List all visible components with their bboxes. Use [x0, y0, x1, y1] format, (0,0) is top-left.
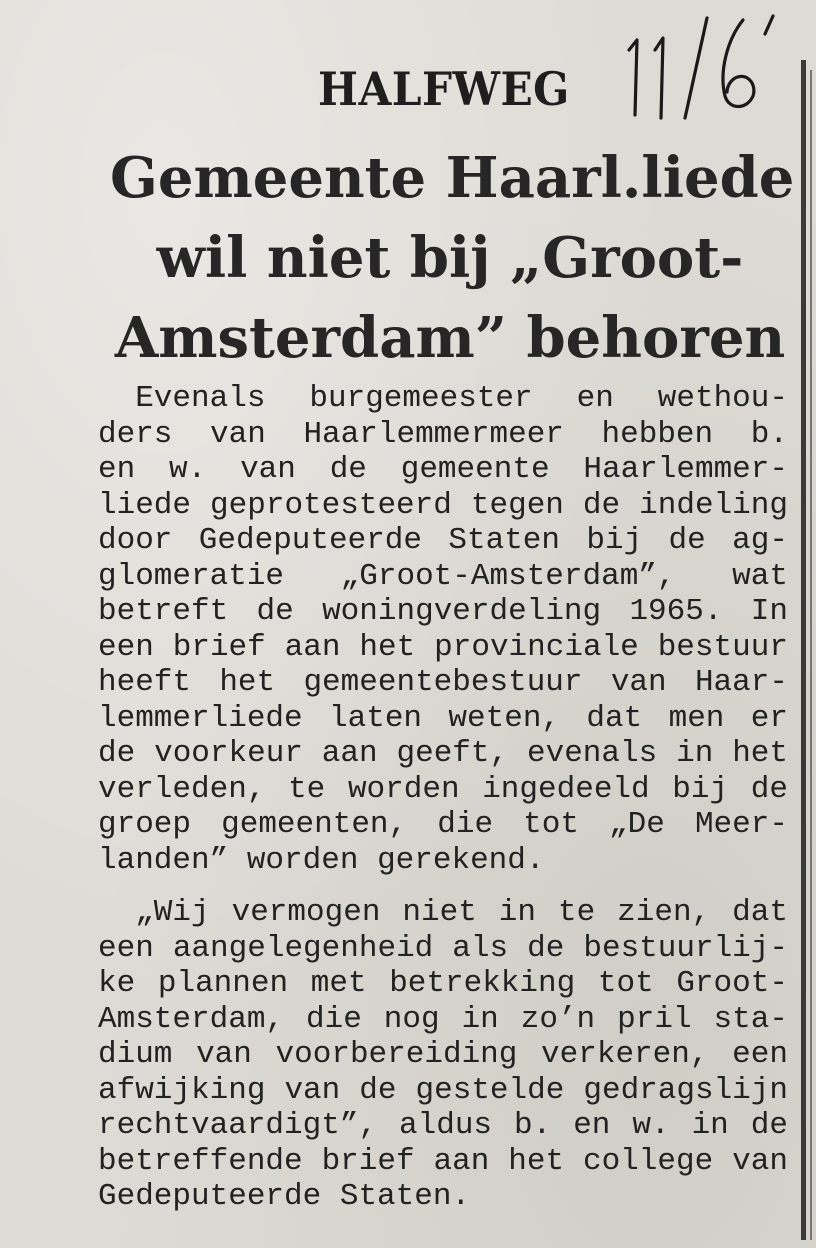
word: liede — [98, 487, 192, 523]
word: rechtvaardigt”, — [98, 1108, 378, 1143]
word: betreffende — [98, 1143, 303, 1179]
word: laten — [329, 700, 423, 736]
word: afwijking — [98, 1072, 266, 1108]
handwritten-digit-1b — [655, 38, 663, 118]
text-line — [98, 966, 788, 1002]
word: „De — [609, 807, 665, 842]
word: Gedeputeerde — [98, 1179, 340, 1214]
word: bij — [672, 771, 729, 807]
text-line — [98, 772, 788, 808]
text-line — [98, 843, 788, 879]
word: Groot- — [676, 966, 788, 1001]
word: door — [98, 523, 173, 558]
word: worden — [246, 842, 378, 878]
text-line — [98, 1073, 788, 1109]
word: en — [98, 452, 136, 487]
word: betrekking — [389, 966, 576, 1001]
word: men — [668, 700, 725, 736]
word: indeling — [639, 487, 788, 523]
word: ag- — [732, 523, 788, 558]
word: pril — [617, 1001, 692, 1037]
headline-line-3: Amsterdam” behoren — [114, 305, 786, 371]
word: Haarlemmer- — [583, 452, 788, 487]
word: als — [452, 930, 509, 966]
word: het — [732, 736, 788, 771]
word: dat — [586, 700, 643, 736]
word: gedragslijn — [583, 1072, 788, 1108]
word: de — [668, 523, 706, 558]
word: niet — [402, 895, 477, 930]
word: betreft — [98, 594, 229, 629]
word: in — [498, 895, 536, 930]
handwritten-mark — [765, 16, 773, 34]
clipping-edge-shadow — [801, 60, 806, 1240]
word: geprotesteerd — [210, 487, 452, 523]
word: w. — [169, 452, 207, 487]
text-line — [98, 665, 788, 701]
word: plannen — [157, 966, 289, 1001]
word: Haar- — [694, 665, 788, 700]
word: ingedeeld — [482, 771, 650, 807]
word: de — [98, 736, 136, 771]
text-line — [98, 736, 788, 772]
word: wat — [732, 558, 788, 594]
word: tot — [597, 966, 654, 1001]
word: wethou- — [657, 381, 788, 416]
word: van — [284, 1072, 341, 1108]
word: college — [582, 1143, 714, 1179]
word: Haarlemmermeer — [303, 416, 564, 452]
text-line — [98, 559, 788, 595]
word: sta- — [713, 1001, 788, 1037]
word: de — [256, 594, 294, 629]
word: gemeenten, — [221, 807, 408, 842]
word: van — [196, 1037, 252, 1072]
word: voorkeur — [154, 736, 303, 771]
word: heeft — [98, 665, 192, 700]
word: b. — [750, 416, 788, 452]
word: voorbereiding — [275, 1037, 518, 1072]
word: een — [98, 629, 154, 665]
word: Meer- — [694, 807, 788, 842]
text-line — [98, 807, 788, 843]
word: verleden, — [98, 771, 266, 807]
word: ke — [98, 966, 136, 1001]
word: in — [461, 1001, 499, 1037]
word: provinciale — [434, 629, 639, 665]
word: weten, — [448, 700, 561, 736]
word: de — [750, 771, 788, 807]
word: „Wij — [98, 895, 210, 930]
word: tegen — [470, 487, 564, 523]
headline — [110, 138, 795, 378]
text-line — [98, 630, 788, 666]
text-line — [98, 594, 788, 630]
word: landen” — [98, 842, 247, 878]
word: de — [582, 487, 621, 523]
text-line — [98, 931, 788, 967]
word: Evenals — [98, 381, 266, 416]
headline-line-1: Gemeente Haarl.liede — [110, 145, 795, 211]
word: b. — [514, 1108, 552, 1143]
word: zien, — [617, 895, 711, 930]
text-line — [98, 381, 788, 417]
word: van — [240, 452, 296, 487]
word: dat — [732, 895, 788, 930]
word: tot — [523, 807, 579, 842]
word: een — [732, 1037, 788, 1072]
word: de — [359, 1072, 397, 1108]
word: te — [288, 771, 326, 807]
word: er — [750, 700, 788, 736]
word: worden — [347, 771, 460, 807]
text-line — [98, 1108, 788, 1144]
word: van — [610, 665, 667, 700]
word: groep — [98, 807, 192, 842]
word: hebben — [601, 416, 714, 452]
word: brief — [321, 1143, 415, 1179]
word: dium — [98, 1037, 173, 1072]
paragraph-2 — [98, 895, 788, 1215]
word: w. — [632, 1108, 670, 1143]
word: aan — [284, 629, 341, 665]
word: Amsterdam, — [98, 1001, 285, 1037]
handwritten-slash — [685, 18, 707, 118]
text-line — [98, 895, 788, 931]
word: het — [219, 665, 276, 700]
text-line — [98, 1179, 788, 1215]
word: bij — [586, 523, 643, 558]
word: te — [557, 895, 596, 930]
text-line — [98, 452, 788, 488]
word: de — [527, 930, 565, 966]
handwritten-digit-1a — [629, 40, 637, 115]
word: aan — [433, 1143, 490, 1179]
word: in — [691, 1108, 729, 1143]
word: gerekend. — [377, 842, 545, 878]
word: aan — [321, 736, 378, 771]
word: de — [750, 1108, 788, 1143]
handwritten-digit-6 — [723, 20, 754, 107]
word: en — [576, 381, 614, 416]
word: 1965. — [629, 594, 723, 629]
word: brief — [172, 629, 266, 665]
text-line — [98, 701, 788, 737]
word: aldus — [399, 1108, 493, 1143]
clipping-edge-line — [810, 70, 812, 1240]
text-line — [98, 417, 788, 453]
word: lemmerliede — [98, 700, 303, 736]
text-line — [98, 488, 788, 524]
word: geeft, — [396, 736, 509, 771]
word: die — [306, 1001, 362, 1037]
word: van — [210, 416, 266, 452]
word: evenals — [526, 736, 658, 771]
paragraph-1 — [98, 381, 788, 878]
word: gemeentebestuur — [303, 665, 583, 700]
word: die — [437, 807, 494, 842]
word: verkeren, — [541, 1037, 709, 1072]
word: bestuur — [657, 629, 788, 665]
word: burgemeester — [309, 381, 533, 416]
word: Gedeputeerde — [198, 523, 423, 558]
kicker-halfweg: HALFWEG — [318, 62, 570, 116]
word: gemeente — [400, 452, 550, 487]
word: vermogen — [231, 895, 381, 930]
text-line — [98, 1002, 788, 1038]
word: bestuurlij- — [583, 930, 788, 966]
word: zo’n — [520, 1001, 596, 1037]
text-line — [98, 1037, 788, 1073]
text-line — [98, 1144, 788, 1180]
word: met — [310, 966, 367, 1001]
word: het — [508, 1143, 565, 1179]
word: aangelegenheid — [172, 930, 434, 966]
word: Staten. — [339, 1179, 471, 1214]
word: en — [573, 1108, 611, 1143]
word: In — [750, 594, 788, 629]
text-line — [98, 523, 788, 559]
word: een — [98, 930, 154, 966]
word: ders — [98, 416, 173, 452]
handwritten-date — [615, 10, 775, 120]
word: de — [329, 452, 367, 487]
word: glomeratie — [98, 558, 285, 594]
word: van — [732, 1143, 788, 1179]
word: nog — [383, 1001, 440, 1037]
word: Staten — [448, 523, 561, 558]
word: in — [676, 736, 714, 771]
word: woningverdeling — [322, 594, 602, 629]
word: gestelde — [415, 1072, 565, 1108]
headline-line-2: wil niet bij „Groot- — [156, 225, 744, 291]
word: „Groot-Amsterdam”, — [340, 558, 676, 594]
word: het — [359, 629, 416, 665]
